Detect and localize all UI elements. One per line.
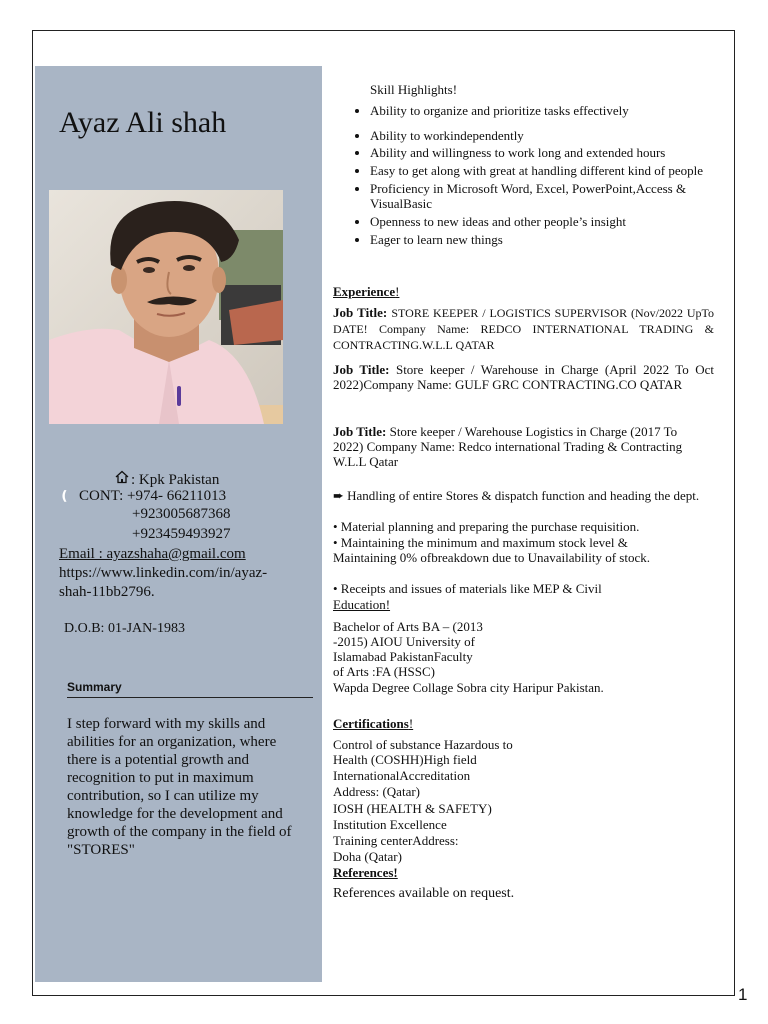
job-description: STORE KEEPER / LOGISTICS SUPERVISOR (Nov/2022 UpTo DATE! Company Name: REDCO INTERNATIONAL TRADING & CONTRACTING.W.L.L QATAR [333,306,714,352]
page-number: 1 [738,985,748,1004]
phone-icon: ❪ [59,488,70,503]
skill-item: • Ability and willingness to work long and extended hours [370,145,728,160]
duty-item: ➨ Handling of entire Stores & dispatch function and heading the dept. [333,488,700,503]
contact-line [59,486,226,506]
experience-bang: ! [395,284,400,299]
job-description: Store keeper / Warehouse Logistics in Charge (2017 To 2022) Company Name: Redco international Trading & Contracting W.L.L Qatar [333,424,683,469]
education-heading: Education! [333,597,391,612]
certification-line: Training centerAddress: [333,833,459,848]
certification-line: Health (COSHH)High field [333,752,477,767]
skill-item: • Openness to new ideas and other people’s insight [370,214,728,229]
certifications-bang: ! [408,716,414,731]
education-line: -2015) AIOU University of [333,634,475,649]
experience-heading [333,284,399,299]
certification-line: Doha (Qatar) [333,849,402,864]
experience-title: Experience [333,284,396,299]
references-text: References available on request. [333,886,515,901]
skill-item: • Proficiency in Microsoft Word, Excel, PowerPoint,Access & VisualBasic [370,181,728,211]
job-entry-3 [333,424,698,469]
skill-item: • Eager to learn new things [370,232,728,247]
linkedin-link-line1[interactable]: https://www.linkedin.com/in/ayaz- [59,565,268,581]
certification-line: Control of substance Hazardous to [333,737,513,752]
education-line: of Arts :FA (HSSC) [333,664,435,679]
job-entry-2 [333,362,714,392]
linkedin-link-line2[interactable]: shah-11bb2796. [59,584,155,600]
duty-item: • Receipts and issues of materials like MEP & Civil [333,581,602,596]
skills-heading: Skill Highlights! [370,82,458,97]
summary-text: I step forward with my skills and abilities for an organization, where there is a potential growth and recognition to put in maximum contribution, so I can utilize my knowledge for the development and growth of the company in the field of "STORES" [67,716,292,858]
skill-item: • Easy to get along with great at handling different kind of people [370,163,728,178]
education-line: Islamabad PakistanFaculty [333,649,473,664]
contact-phone-1: CONT: +974- 66211013 [79,488,227,504]
certification-line: InternationalAccreditation [333,768,471,783]
duty-item: • Material planning and preparing the purchase requisition. [333,519,640,534]
certifications-heading [333,716,413,731]
summary-heading: Summary [67,680,313,698]
job-label: Job Title: [333,362,390,377]
skill-item: • Ability to workindependently [370,128,728,143]
certifications-title: Certifications [333,716,409,731]
job-description: Store keeper / Warehouse in Charge (April 2022 To Oct 2022)Company Name: GULF GRC CONTRACTING.CO QATAR [333,362,715,392]
education-line: Wapda Degree Collage Sobra city Haripur Pakistan. [333,680,604,695]
job-label: Job Title: [333,305,388,320]
references-heading: References! [333,865,398,880]
date-of-birth: D.O.B: 01-JAN-1983 [64,621,185,636]
job-entry-1 [333,305,714,353]
job-label: Job Title: [333,424,387,439]
contact-phone-3: +923459493927 [132,526,231,542]
location-text: : Kpk Pakistan [131,472,220,488]
candidate-name: Ayaz Ali shah [59,106,227,139]
contact-phone-2: +923005687368 [132,506,231,522]
skill-item: • Ability to organize and prioritize tasks effectively [370,103,728,118]
certification-line: Institution Excellence [333,817,447,832]
skills-list [350,103,728,250]
certification-line: Address: (Qatar) [333,784,420,799]
certification-line: IOSH (HEALTH & SAFETY) [333,801,492,816]
education-line: Bachelor of Arts BA – (2013 [333,619,483,634]
profile-photo [49,190,283,424]
duty-item: • Maintaining the minimum and maximum stock level & Maintaining 0% ofbreakdown due to Unavailability of stock. [333,535,650,565]
email-link[interactable]: Email : ayazshaha@gmail.com [59,546,246,562]
